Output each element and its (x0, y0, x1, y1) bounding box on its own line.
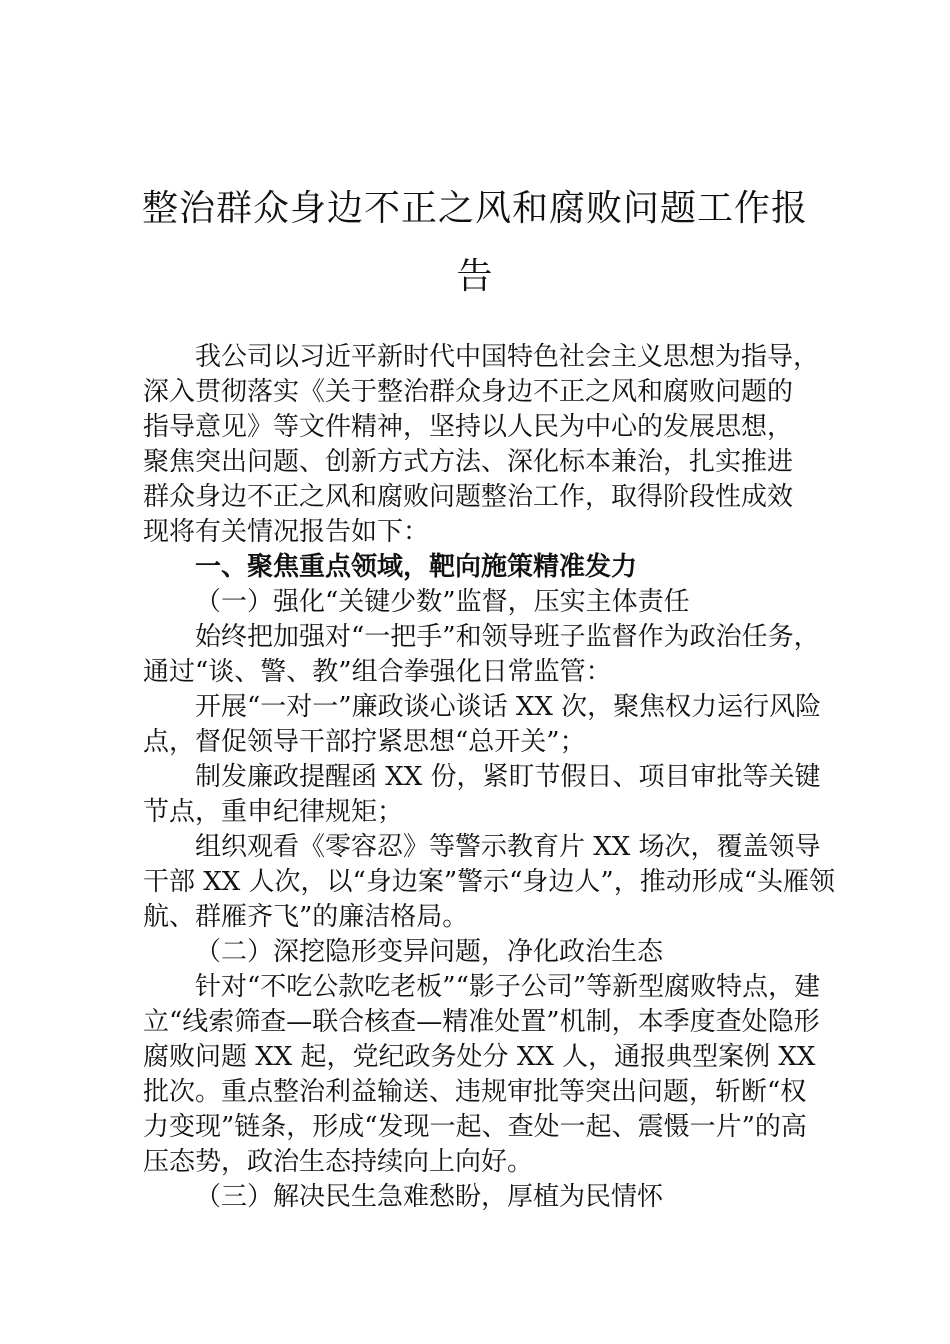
body-line: 深入贯彻落实《关于整治群众身边不正之风和腐败问题的 (143, 377, 794, 407)
document-title-line-2: 告 (456, 256, 494, 297)
body-line: 开展“一对一”廉政谈心谈话 XX 次，聚焦权力运行风险 (195, 692, 822, 722)
body-line: 腐败问题 XX 起，党纪政务处分 XX 人，通报典型案例 XX (143, 1042, 816, 1072)
body-line: 组织观看《零容忍》等警示教育片 XX 场次，覆盖领导 (195, 832, 821, 862)
document-title-line-1: 整治群众身边不正之风和腐败问题工作报 (141, 188, 808, 229)
body-line: 制发廉政提醒函 XX 份，紧盯节假日、项目审批等关键 (195, 762, 821, 792)
body-line: 点，督促领导干部拧紧思想“总开关”； (143, 727, 586, 757)
subsection-heading-2: （二）深挖隐形变异问题，净化政治生态 (195, 937, 664, 967)
body-line: 现将有关情况报告如下： (143, 517, 430, 547)
body-line: 力变现”链条，形成“发现一起、查处一起、震慑一片”的高 (143, 1112, 807, 1142)
body-line: 群众身边不正之风和腐败问题整治工作，取得阶段性成效 (143, 482, 794, 512)
section-heading-1: 一、聚焦重点领域，靶向施策精准发力 (195, 552, 638, 582)
subsection-heading-3: （三）解决民生急难愁盼，厚植为民情怀 (195, 1182, 664, 1212)
body-line: 节点，重申纪律规矩； (143, 797, 404, 827)
body-line: 批次。重点整治利益输送、违规审批等突出问题，斩断“权 (143, 1077, 807, 1107)
subsection-heading-1: （一）强化“关键少数”监督，压实主体责任 (195, 587, 690, 617)
body-line: 我公司以习近平新时代中国特色社会主义思想为指导， (195, 342, 820, 372)
body-line: 立“线索筛查—联合核查—精准处置”机制，本季度查处隐形 (143, 1007, 820, 1037)
body-line: 聚焦突出问题、创新方式方法、深化标本兼治，扎实推进 (143, 447, 794, 477)
body-line: 针对“不吃公款吃老板”“影子公司”等新型腐败特点，建 (195, 972, 821, 1002)
body-line: 始终把加强对“一把手”和领导班子监督作为政治任务， (195, 622, 820, 652)
body-line: 干部 XX 人次，以“身边案”警示“身边人”，推动形成“头雁领 (143, 867, 836, 897)
body-line: 通过“谈、警、教”组合拳强化日常监管： (143, 657, 612, 687)
body-line: 压态势，政治生态持续向上向好。 (143, 1147, 534, 1177)
body-line: 指导意见》等文件精神，坚持以人民为中心的发展思想， (143, 412, 794, 442)
body-line: 航、群雁齐飞”的廉洁格局。 (143, 902, 469, 932)
